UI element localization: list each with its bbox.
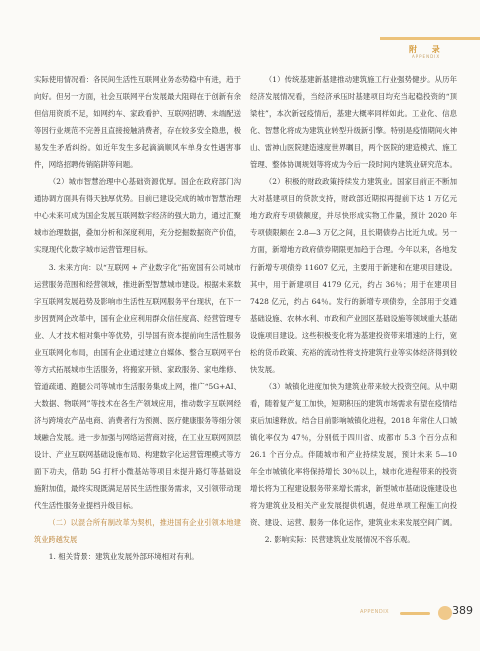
paragraph: 2. 影响实际：民营建筑业发展情况不容乐观。	[264, 535, 415, 545]
right-column	[250, 71, 457, 548]
page-number: 389	[452, 604, 473, 617]
section-subtitle: APPENDIX	[412, 54, 441, 59]
paragraph: 1. 相关背景：建筑业发展外部环境相对有利。	[48, 552, 199, 562]
section-title: 附 录	[409, 45, 446, 54]
section-heading: （二）以混合所有制改革为契机，推进国有企业引领本地建筑业跨越发展	[34, 518, 241, 545]
paragraph: （2）积极的财政政策持续发力建筑业。国家目前正不断加大对基建项目的贷款支持，财政部近期拟再提前下达 1 万亿元地方政府专项债额度，并尽快形成实物工作量，预计 2020 年专项债限额在 2.8—3 万亿之间，且长期债券占比近九成。另一方面，新增地方政府债券期限更加趋于合理。今年以来，各地发行新增专项债券 11607 亿元，主要用于新建和在建项目建设。其中，用于新建项目 4179 亿元，约占 36％；用于在建项目 7428 亿元，约占 64％。发行的新增专项债券，全部用于交通基础设施、农林水利、市政和产业园区基础设施等领域重大基础设施项目建设。这些积极变化将为基建投资带来增速的上行，宽松的货币政策、充裕的流动性将支持建筑行业等实体经济得到较快发展。	[250, 177, 457, 374]
paragraph: （2）城市智慧治理中心基础资源优厚。国企在政府部门沟通协调方面具有得天独厚优势。目前已建设完成的城市智慧治理中心未来可成为国企发展互联网数字经济的强大助力，通过汇聚城市治理数据，叠加分析和深度利用，充分挖掘数据资产价值，实现现代化数字城市运营管理目标。	[34, 177, 241, 255]
paragraph: 3. 未来方向：以“互联网 + 产业数字化”拓宽国有公司城市运营服务范围和经营领域，推进新型智慧城市建设。根据未来数字互联网发展趋势及影响市生活性互联网服务平台现状，在下一步因贾网企改革中，国有企业应利用群众信任度高、经营管理专业、人才技术相对集中等优势，引导国有资本提前向生活性服务业互联网化布局，由国有企业通过建立自媒体、整合互联网平台等方式拓展城市生活服务，将搬家开锁、家政服务、家电维修、管道疏通、跑腿公司等城市生活服务集成上网，推广“5G+AI、大数据、物联网”等技术在各生产领域应用，推动数字互联网经济与跨境农产品电商、消费者行为预测、医疗健康服务等细分领域融合发展。进一步加强与网络运营商对接，在工业互联网顶层设计、产业互联网基础设施布局、构建数字化运营管理模式等方面下功夫，借助 5G 打杆小微基站等项目未提升路灯等基础设施附加值，最终实现既满足居民生活性服务需求，又引领带动现代生活性服务业提档升级目标。	[34, 262, 241, 511]
header-accent-bar	[380, 37, 480, 40]
paragraph: （3）城镇化进度加快为建筑业带来较大投资空间。从中期看，随着复产复工加快，短期积压的建筑市场需求有望在疫情结束后加速释放。结合目前影响城镇化进程，2018 年常住人口城镇化率仅为 47％，分别低于四川省、成都市 5.3 个百分点和 26.1 个百分点。伴随城市和产业持续发展，预计未来 5—10 年全市城镇化率将保持增长 30％以上，城市化进程带来的投资增长将为工程建设服务带来增长需求，新型城市基础设施建设也将为建筑业及相关产业发展提供机遇，促进单项工程施工向投资、建设、运营、服务一体化运作，建筑业未来发展空间广阔。	[250, 381, 457, 528]
footer-accent-bar	[400, 612, 430, 615]
paragraph: 实际使用情况看：各民间生活性互联网业务态势稳中有进，趋于向好。但另一方面，社会互联网平台发展最大阻碍在于创新有余但信用资质不足，如网约车、家政看护、互联网招聘、未端配送等因行业规范不完善且直接接触消费者，存在较多安全隐患，极易发生矛盾纠纷。如近年发生多起滴滴顺风车单身女性遇害事件，网络招聘传销陷阱等问题。	[34, 75, 241, 170]
paragraph: （1）传统基建新基建推动建筑施工行业强势健步。从历年经济发展情况看，当经济承压时基建项目均充当起稳投资的“顶梁柱”，本次新冠疫情后，基建大概率同样如此。工业化、信息化、智慧化将成为建筑业转型升级新引擎。特别是疫情期间火神山、雷神山医院建造速度世界瞩目，两个医院的建造模式、施工管理、整体协调规划等将成为今后一段时间内建筑业研究范本。	[250, 75, 457, 170]
page-circle-icon	[438, 606, 452, 620]
footer-mark: APPENDIX	[360, 609, 390, 615]
left-column	[34, 71, 241, 565]
page-header	[0, 0, 480, 59]
